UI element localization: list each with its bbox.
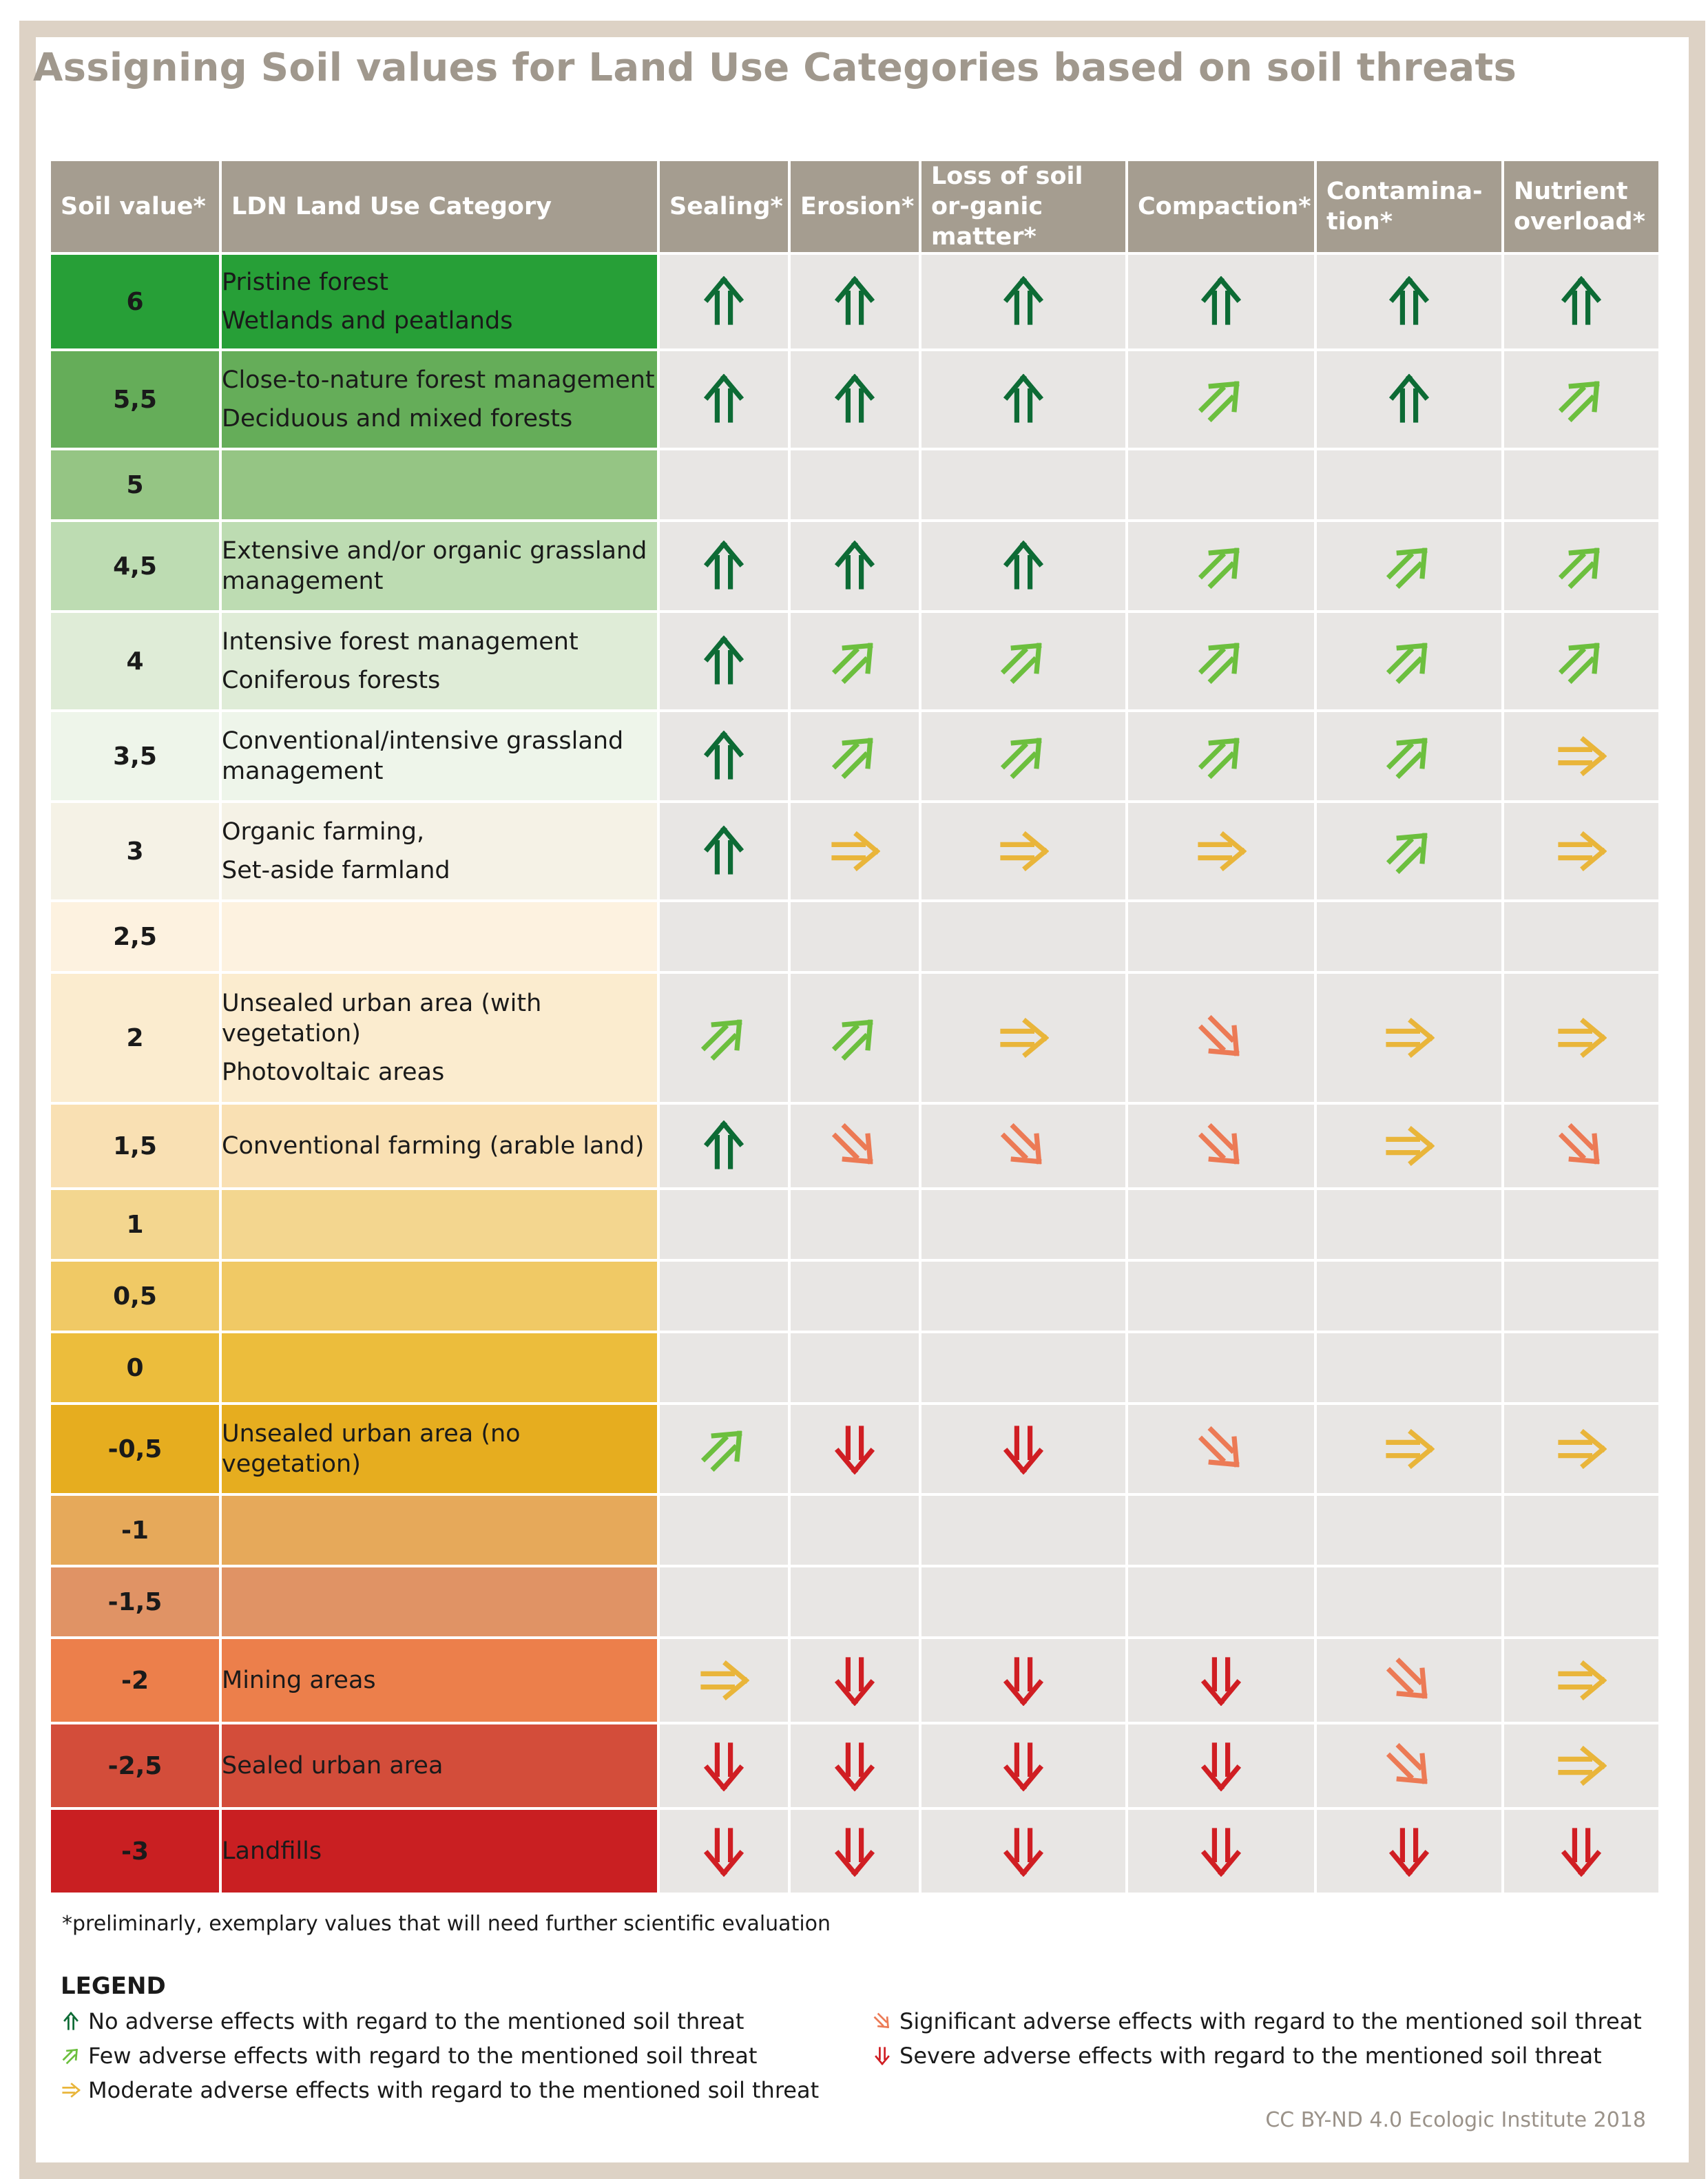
double-arrow-down-right-icon	[1382, 1653, 1437, 1708]
double-arrow-up-right-icon	[827, 729, 882, 784]
legend-item-no	[61, 2008, 744, 2034]
effect-cell-compaction	[1127, 1723, 1315, 1808]
legend-item-label: Significant adverse effects with regard to the mentioned soil threat	[899, 2008, 1642, 2034]
soil-value-cell: 5	[50, 449, 220, 521]
land-use-category-label: Deciduous and mixed forests	[222, 405, 573, 432]
effect-cell-erosion	[789, 972, 920, 1103]
table-row	[50, 901, 1660, 972]
legend-item-label: No adverse effects with regard to the mentioned soil threat	[88, 2008, 744, 2034]
header-sealing: Sealing*	[658, 160, 789, 253]
effect-cell-nutrient-overload	[1503, 901, 1660, 972]
land-use-category-cell	[220, 901, 658, 972]
land-use-category-cell	[220, 1260, 658, 1332]
effect-cell-contamination	[1315, 1404, 1503, 1494]
double-arrow-down-right-icon	[1194, 1118, 1249, 1174]
table-row	[50, 711, 1660, 802]
header-loss-of-organic-matter: Loss of soil or-ganic matter*	[920, 160, 1127, 253]
effect-cell-loss-of-organic-matter	[920, 1808, 1127, 1894]
effect-cell-sealing	[658, 1260, 789, 1332]
double-arrow-up-icon	[696, 729, 751, 784]
land-use-category-cell	[220, 449, 658, 521]
double-arrow-down-icon	[827, 1824, 882, 1879]
table-row	[50, 253, 1660, 350]
double-arrow-right-icon	[1382, 1010, 1437, 1065]
effect-cell-nutrient-overload	[1503, 253, 1660, 350]
effect-cell-compaction	[1127, 711, 1315, 802]
effect-cell-contamination	[1315, 449, 1503, 521]
soil-value-cell: -3	[50, 1808, 220, 1894]
double-arrow-down-right-icon	[827, 1118, 882, 1174]
double-arrow-up-right-icon	[1194, 729, 1249, 784]
table-row	[50, 1494, 1660, 1566]
double-arrow-up-icon	[1382, 274, 1437, 329]
double-arrow-up-icon	[61, 2011, 81, 2032]
land-use-category-cell	[220, 1808, 658, 1894]
effect-cell-sealing	[658, 802, 789, 901]
double-arrow-right-icon	[996, 1010, 1051, 1065]
land-use-category-label: Conventional/intensive grassland management	[222, 727, 624, 785]
double-arrow-down-icon	[996, 1738, 1051, 1793]
double-arrow-up-right-icon	[1554, 372, 1609, 427]
land-use-category-label: Mining areas	[222, 1667, 376, 1694]
effect-cell-contamination	[1315, 1638, 1503, 1723]
soil-value-cell: 4	[50, 612, 220, 711]
double-arrow-down-right-icon	[1194, 1010, 1249, 1065]
double-arrow-up-icon	[1382, 372, 1437, 427]
table-row	[50, 802, 1660, 901]
land-use-category-cell	[220, 711, 658, 802]
land-use-category-label: Unsealed urban area (no vegetation)	[222, 1420, 521, 1478]
effect-cell-nutrient-overload	[1503, 972, 1660, 1103]
effect-cell-nutrient-overload	[1503, 1808, 1660, 1894]
effect-cell-erosion	[789, 253, 920, 350]
effect-cell-sealing	[658, 1638, 789, 1723]
effect-cell-loss-of-organic-matter	[920, 1332, 1127, 1404]
legend-item-label: Severe adverse effects with regard to the mentioned soil threat	[899, 2043, 1602, 2069]
land-use-category-cell	[220, 612, 658, 711]
effect-cell-compaction	[1127, 1638, 1315, 1723]
table-row	[50, 1638, 1660, 1723]
double-arrow-down-icon	[696, 1824, 751, 1879]
double-arrow-up-icon	[827, 274, 882, 329]
double-arrow-right-icon	[1194, 824, 1249, 879]
double-arrow-up-right-icon	[1194, 634, 1249, 689]
effect-cell-compaction	[1127, 350, 1315, 449]
effect-cell-nutrient-overload	[1503, 612, 1660, 711]
effect-cell-loss-of-organic-matter	[920, 350, 1127, 449]
effect-cell-compaction	[1127, 1260, 1315, 1332]
effect-cell-erosion	[789, 1260, 920, 1332]
double-arrow-up-right-icon	[61, 2045, 81, 2066]
effect-cell-contamination	[1315, 1189, 1503, 1260]
effect-cell-loss-of-organic-matter	[920, 972, 1127, 1103]
table-row	[50, 1332, 1660, 1404]
effect-cell-erosion	[789, 711, 920, 802]
effect-cell-nutrient-overload	[1503, 1404, 1660, 1494]
effect-cell-loss-of-organic-matter	[920, 521, 1127, 612]
effect-cell-erosion	[789, 521, 920, 612]
land-use-category-cell	[220, 1189, 658, 1260]
effect-cell-erosion	[789, 1723, 920, 1808]
effect-cell-erosion	[789, 1808, 920, 1894]
double-arrow-up-right-icon	[1382, 634, 1437, 689]
effect-cell-contamination	[1315, 1103, 1503, 1189]
effect-cell-sealing	[658, 1404, 789, 1494]
double-arrow-down-icon	[872, 2045, 893, 2066]
legend-title: LEGEND	[61, 1972, 166, 2000]
double-arrow-up-right-icon	[1382, 824, 1437, 879]
soil-value-cell: 4,5	[50, 521, 220, 612]
double-arrow-right-icon	[1382, 1118, 1437, 1174]
effect-cell-sealing	[658, 1103, 789, 1189]
effect-cell-sealing	[658, 901, 789, 972]
soil-value-cell: 6	[50, 253, 220, 350]
effect-cell-nutrient-overload	[1503, 711, 1660, 802]
double-arrow-down-right-icon	[1194, 1421, 1249, 1477]
effect-cell-contamination	[1315, 901, 1503, 972]
effect-cell-compaction	[1127, 521, 1315, 612]
effect-cell-erosion	[789, 1494, 920, 1566]
land-use-category-cell	[220, 1494, 658, 1566]
effect-cell-compaction	[1127, 1103, 1315, 1189]
effect-cell-compaction	[1127, 802, 1315, 901]
double-arrow-up-right-icon	[1382, 729, 1437, 784]
double-arrow-down-right-icon	[1382, 1738, 1437, 1793]
land-use-category-label: Conventional farming (arable land)	[222, 1132, 645, 1160]
land-use-category-label: Organic farming,	[222, 818, 425, 846]
double-arrow-right-icon	[1554, 1738, 1609, 1793]
effect-cell-loss-of-organic-matter	[920, 1494, 1127, 1566]
table-row	[50, 1103, 1660, 1189]
effect-cell-compaction	[1127, 1332, 1315, 1404]
double-arrow-right-icon	[1554, 1010, 1609, 1065]
double-arrow-down-right-icon	[1554, 1118, 1609, 1174]
double-arrow-up-right-icon	[696, 1010, 751, 1065]
effect-cell-erosion	[789, 1332, 920, 1404]
effect-cell-loss-of-organic-matter	[920, 711, 1127, 802]
double-arrow-right-icon	[696, 1653, 751, 1708]
effect-cell-nutrient-overload	[1503, 1103, 1660, 1189]
double-arrow-right-icon	[996, 824, 1051, 879]
land-use-category-label: Pristine forest	[222, 269, 388, 296]
land-use-category-label: Coniferous forests	[222, 667, 441, 694]
table-row	[50, 1723, 1660, 1808]
double-arrow-up-icon	[827, 372, 882, 427]
double-arrow-up-icon	[1554, 274, 1609, 329]
effect-cell-loss-of-organic-matter	[920, 612, 1127, 711]
effect-cell-sealing	[658, 612, 789, 711]
effect-cell-compaction	[1127, 972, 1315, 1103]
effect-cell-loss-of-organic-matter	[920, 1103, 1127, 1189]
double-arrow-down-icon	[996, 1421, 1051, 1477]
double-arrow-down-icon	[827, 1653, 882, 1708]
land-use-category-label: Wetlands and peatlands	[222, 307, 513, 335]
double-arrow-up-icon	[827, 539, 882, 594]
effect-cell-erosion	[789, 1189, 920, 1260]
double-arrow-right-icon	[1554, 729, 1609, 784]
effect-cell-sealing	[658, 711, 789, 802]
header-contamination: Contamina-tion*	[1315, 160, 1503, 253]
double-arrow-right-icon	[827, 824, 882, 879]
effect-cell-nutrient-overload	[1503, 449, 1660, 521]
effect-cell-loss-of-organic-matter	[920, 802, 1127, 901]
soil-value-cell: 2	[50, 972, 220, 1103]
double-arrow-down-icon	[1382, 1824, 1437, 1879]
effect-cell-compaction	[1127, 612, 1315, 711]
land-use-category-label: Close-to-nature forest management	[222, 366, 655, 394]
effect-cell-sealing	[658, 449, 789, 521]
land-use-category-cell	[220, 521, 658, 612]
effect-cell-contamination	[1315, 1566, 1503, 1638]
effect-cell-nutrient-overload	[1503, 1189, 1660, 1260]
soil-value-cell: -2,5	[50, 1723, 220, 1808]
effect-cell-loss-of-organic-matter	[920, 1260, 1127, 1332]
double-arrow-up-right-icon	[827, 634, 882, 689]
effect-cell-erosion	[789, 612, 920, 711]
effect-cell-loss-of-organic-matter	[920, 1404, 1127, 1494]
double-arrow-up-right-icon	[1194, 539, 1249, 594]
double-arrow-right-icon	[1554, 1653, 1609, 1708]
land-use-category-label: Sealed urban area	[222, 1752, 444, 1780]
effect-cell-compaction	[1127, 901, 1315, 972]
effect-cell-nutrient-overload	[1503, 1332, 1660, 1404]
double-arrow-up-icon	[696, 634, 751, 689]
effect-cell-erosion	[789, 1566, 920, 1638]
effect-cell-contamination	[1315, 1723, 1503, 1808]
land-use-category-cell	[220, 972, 658, 1103]
land-use-category-label: Unsealed urban area (with vegetation)	[222, 990, 542, 1047]
land-use-category-label: Photovoltaic areas	[222, 1059, 445, 1086]
effect-cell-sealing	[658, 1566, 789, 1638]
effect-cell-erosion	[789, 449, 920, 521]
effect-cell-erosion	[789, 802, 920, 901]
land-use-category-cell	[220, 253, 658, 350]
effect-cell-compaction	[1127, 1189, 1315, 1260]
effect-cell-sealing	[658, 1494, 789, 1566]
legend-item-severe	[872, 2043, 1602, 2069]
double-arrow-down-icon	[1554, 1824, 1609, 1879]
double-arrow-up-icon	[696, 1118, 751, 1174]
double-arrow-up-right-icon	[1382, 539, 1437, 594]
double-arrow-right-icon	[1554, 1421, 1609, 1477]
double-arrow-up-right-icon	[996, 729, 1051, 784]
legend-item-significant	[872, 2008, 1642, 2034]
effect-cell-sealing	[658, 1808, 789, 1894]
effect-cell-loss-of-organic-matter	[920, 1723, 1127, 1808]
land-use-category-label: Intensive forest management	[222, 628, 579, 656]
double-arrow-down-icon	[996, 1824, 1051, 1879]
double-arrow-right-icon	[1554, 824, 1609, 879]
header-compaction: Compaction*	[1127, 160, 1315, 253]
double-arrow-right-icon	[61, 2080, 81, 2100]
table-row	[50, 449, 1660, 521]
effect-cell-compaction	[1127, 449, 1315, 521]
double-arrow-down-icon	[827, 1421, 882, 1477]
double-arrow-up-icon	[696, 824, 751, 879]
effect-cell-sealing	[658, 521, 789, 612]
table-row	[50, 350, 1660, 449]
effect-cell-nutrient-overload	[1503, 1494, 1660, 1566]
effect-cell-compaction	[1127, 1494, 1315, 1566]
effect-cell-sealing	[658, 972, 789, 1103]
soil-value-cell: 1,5	[50, 1103, 220, 1189]
table-header-row	[50, 160, 1660, 253]
effect-cell-sealing	[658, 350, 789, 449]
effect-cell-erosion	[789, 1638, 920, 1723]
effect-cell-erosion	[789, 901, 920, 972]
effect-cell-compaction	[1127, 1808, 1315, 1894]
effect-cell-contamination	[1315, 1260, 1503, 1332]
double-arrow-up-icon	[696, 372, 751, 427]
license-credit: CC BY-ND 4.0 Ecologic Institute 2018	[1265, 2108, 1646, 2132]
header-erosion: Erosion*	[789, 160, 920, 253]
effect-cell-loss-of-organic-matter	[920, 253, 1127, 350]
table-row	[50, 1260, 1660, 1332]
effect-cell-contamination	[1315, 1808, 1503, 1894]
land-use-category-cell	[220, 1723, 658, 1808]
effect-cell-nutrient-overload	[1503, 1566, 1660, 1638]
soil-value-cell: 0,5	[50, 1260, 220, 1332]
footnote: *preliminarly, exemplary values that will need further scientific evaluation	[62, 1912, 831, 1936]
double-arrow-up-icon	[996, 539, 1051, 594]
double-arrow-up-right-icon	[827, 1010, 882, 1065]
double-arrow-up-icon	[996, 372, 1051, 427]
double-arrow-up-icon	[1194, 274, 1249, 329]
effect-cell-compaction	[1127, 1566, 1315, 1638]
effect-cell-nutrient-overload	[1503, 521, 1660, 612]
land-use-category-cell	[220, 1404, 658, 1494]
effect-cell-contamination	[1315, 972, 1503, 1103]
effect-cell-erosion	[789, 1103, 920, 1189]
land-use-category-cell	[220, 1332, 658, 1404]
effect-cell-contamination	[1315, 802, 1503, 901]
table-row	[50, 521, 1660, 612]
effect-cell-sealing	[658, 253, 789, 350]
double-arrow-down-icon	[1194, 1738, 1249, 1793]
land-use-category-label: Landfills	[222, 1837, 322, 1865]
land-use-category-cell	[220, 1566, 658, 1638]
table-row	[50, 612, 1660, 711]
header-nutrient-overload: Nutrient overload*	[1503, 160, 1660, 253]
page-title: Assigning Soil values for Land Use Categories based on soil threats	[33, 45, 1517, 90]
header-land-use-category: LDN Land Use Category	[220, 160, 658, 253]
soil-value-cell: -2	[50, 1638, 220, 1723]
effect-cell-nutrient-overload	[1503, 802, 1660, 901]
double-arrow-down-right-icon	[872, 2011, 893, 2032]
soil-value-cell: 5,5	[50, 350, 220, 449]
double-arrow-up-right-icon	[996, 634, 1051, 689]
double-arrow-down-icon	[827, 1738, 882, 1793]
effect-cell-sealing	[658, 1332, 789, 1404]
soil-value-table	[48, 158, 1661, 1895]
double-arrow-down-icon	[1194, 1824, 1249, 1879]
effect-cell-nutrient-overload	[1503, 1723, 1660, 1808]
effect-cell-loss-of-organic-matter	[920, 449, 1127, 521]
table-row	[50, 972, 1660, 1103]
double-arrow-up-icon	[696, 539, 751, 594]
land-use-category-label: Set-aside farmland	[222, 857, 450, 884]
soil-value-cell: -0,5	[50, 1404, 220, 1494]
table-row	[50, 1808, 1660, 1894]
land-use-category-cell	[220, 1638, 658, 1723]
double-arrow-up-right-icon	[1554, 539, 1609, 594]
double-arrow-up-icon	[696, 274, 751, 329]
soil-value-cell: 2,5	[50, 901, 220, 972]
effect-cell-contamination	[1315, 612, 1503, 711]
soil-value-cell: 3	[50, 802, 220, 901]
land-use-category-cell	[220, 350, 658, 449]
table-row	[50, 1566, 1660, 1638]
legend-item-moderate	[61, 2077, 819, 2103]
effect-cell-nutrient-overload	[1503, 350, 1660, 449]
effect-cell-contamination	[1315, 350, 1503, 449]
effect-cell-sealing	[658, 1723, 789, 1808]
effect-cell-nutrient-overload	[1503, 1638, 1660, 1723]
double-arrow-down-icon	[1194, 1653, 1249, 1708]
effect-cell-contamination	[1315, 253, 1503, 350]
legend-item-label: Few adverse effects with regard to the mentioned soil threat	[88, 2043, 758, 2069]
double-arrow-up-right-icon	[1194, 372, 1249, 427]
double-arrow-up-right-icon	[696, 1421, 751, 1477]
effect-cell-compaction	[1127, 253, 1315, 350]
effect-cell-contamination	[1315, 1332, 1503, 1404]
effect-cell-contamination	[1315, 521, 1503, 612]
effect-cell-contamination	[1315, 711, 1503, 802]
effect-cell-loss-of-organic-matter	[920, 901, 1127, 972]
double-arrow-up-icon	[996, 274, 1051, 329]
land-use-category-cell	[220, 1103, 658, 1189]
table-row	[50, 1404, 1660, 1494]
double-arrow-down-icon	[996, 1653, 1051, 1708]
effect-cell-erosion	[789, 350, 920, 449]
land-use-category-cell	[220, 802, 658, 901]
effect-cell-erosion	[789, 1404, 920, 1494]
double-arrow-right-icon	[1382, 1421, 1437, 1477]
effect-cell-loss-of-organic-matter	[920, 1189, 1127, 1260]
soil-value-cell: 1	[50, 1189, 220, 1260]
legend-item-label: Moderate adverse effects with regard to the mentioned soil threat	[88, 2077, 820, 2103]
effect-cell-contamination	[1315, 1494, 1503, 1566]
soil-value-cell: -1	[50, 1494, 220, 1566]
effect-cell-nutrient-overload	[1503, 1260, 1660, 1332]
effect-cell-compaction	[1127, 1404, 1315, 1494]
table-row	[50, 1189, 1660, 1260]
double-arrow-down-icon	[696, 1738, 751, 1793]
double-arrow-down-right-icon	[996, 1118, 1051, 1174]
effect-cell-loss-of-organic-matter	[920, 1638, 1127, 1723]
header-soil-value: Soil value*	[50, 160, 220, 253]
effect-cell-loss-of-organic-matter	[920, 1566, 1127, 1638]
land-use-category-label: Extensive and/or organic grassland management	[222, 537, 647, 595]
effect-cell-sealing	[658, 1189, 789, 1260]
double-arrow-up-right-icon	[1554, 634, 1609, 689]
legend-item-few	[61, 2043, 757, 2069]
soil-value-cell: -1,5	[50, 1566, 220, 1638]
soil-value-cell: 3,5	[50, 711, 220, 802]
soil-value-cell: 0	[50, 1332, 220, 1404]
